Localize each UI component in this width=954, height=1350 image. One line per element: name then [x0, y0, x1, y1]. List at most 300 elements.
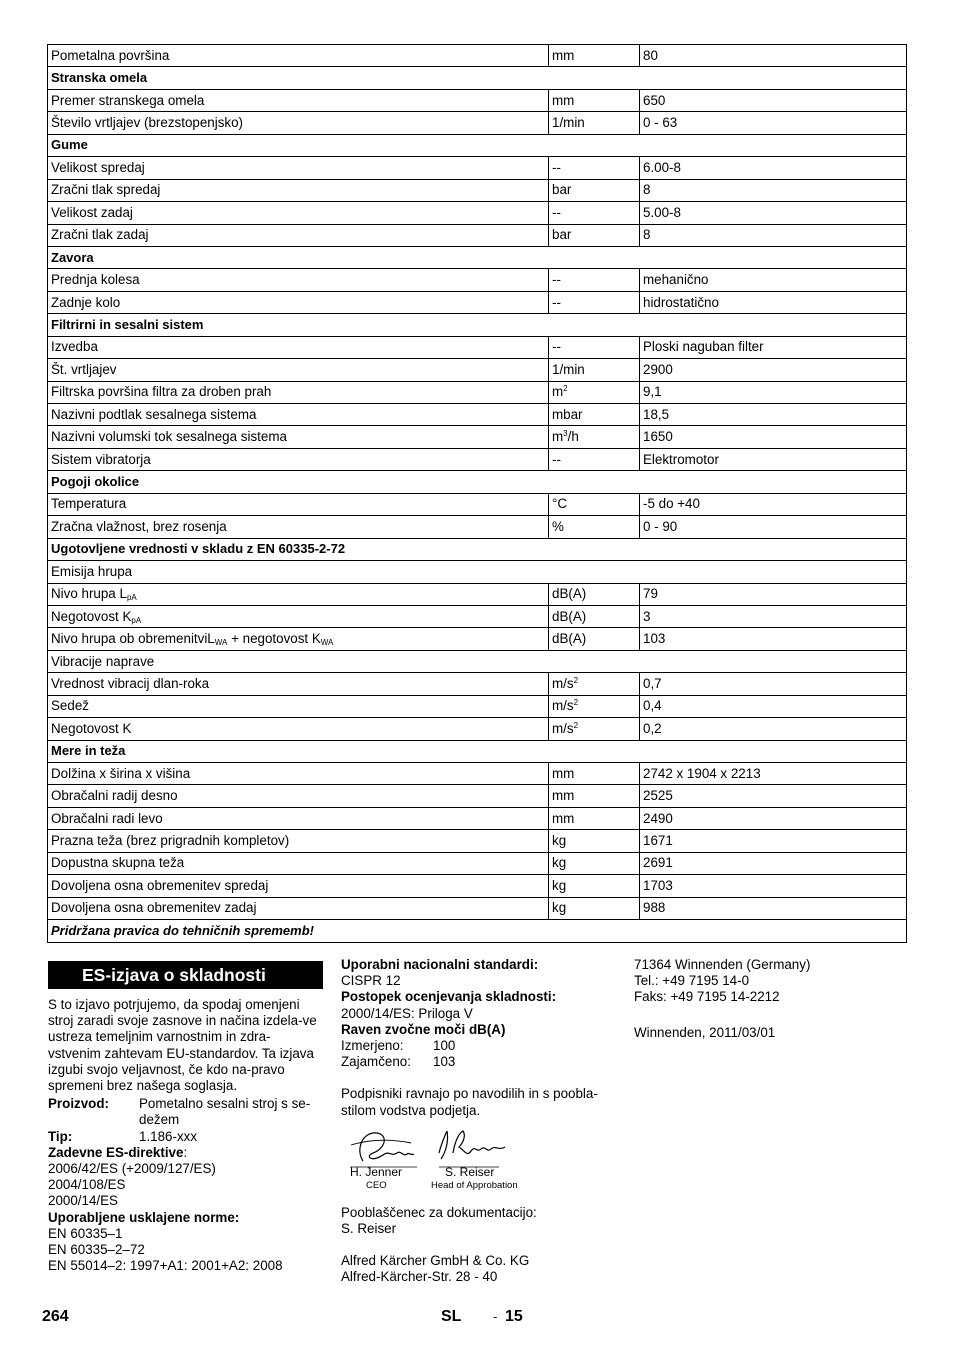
national-standards-value: CISPR 12 — [341, 973, 401, 989]
spec-label: Nazivni volumski tok sesalnega sistema — [51, 429, 287, 445]
spec-unit-cell — [549, 695, 640, 717]
spec-unit-cell — [549, 202, 640, 224]
spec-unit: 1/min — [552, 361, 585, 377]
spec-label-cell — [48, 605, 549, 627]
spec-label-tail: + negotovost K — [227, 631, 321, 647]
spec-unit-cell — [549, 718, 640, 740]
spec-label: Filtrska površina filtra za droben prah — [51, 384, 272, 400]
spec-row — [48, 202, 907, 224]
spec-unit-cell — [549, 179, 640, 201]
product-label: Proizvod: — [48, 1096, 110, 1112]
spec-note — [48, 920, 907, 942]
spec-value: 650 — [643, 92, 666, 108]
spec-section-label: Vibracije naprave — [51, 653, 155, 669]
guaranteed-value: 103 — [433, 1054, 456, 1070]
documentation-name: S. Reiser — [341, 1221, 397, 1237]
spec-value-cell — [640, 359, 907, 381]
spec-unit-cell — [549, 45, 640, 67]
spec-value-cell — [640, 448, 907, 470]
spec-row — [48, 807, 907, 829]
spec-unit-cell — [549, 673, 640, 695]
spec-unit: -- — [552, 339, 561, 355]
spec-unit: kg — [552, 833, 567, 849]
spec-value: 0,4 — [643, 698, 662, 714]
spec-subheader — [48, 561, 907, 583]
spec-value-cell — [640, 336, 907, 358]
signer2-name: S. Reiser — [445, 1164, 495, 1179]
spec-label-cell — [48, 359, 549, 381]
spec-unit: bar — [552, 227, 572, 243]
spec-unit-superscript: 2 — [573, 720, 579, 730]
spec-row — [48, 291, 907, 313]
spec-unit-cell — [549, 89, 640, 111]
declaration-column-3 — [634, 957, 914, 1041]
spec-label: Sedež — [51, 698, 89, 714]
company-tel: Tel.: +49 7195 14-0 — [634, 973, 750, 989]
spec-value: hidrostatično — [643, 294, 719, 310]
spec-unit-cell — [549, 583, 640, 605]
spec-unit-cell — [549, 381, 640, 403]
signer2-role: Head of Approbation — [431, 1179, 518, 1191]
spec-value: 6.00-8 — [643, 159, 681, 175]
spec-row — [48, 583, 907, 605]
procedure-value: 2000/14/ES: Priloga V — [341, 1005, 473, 1021]
spec-label: Dolžina x širina x višina — [51, 765, 191, 781]
spec-label-cell — [48, 336, 549, 358]
spec-unit-cell — [549, 605, 640, 627]
spec-label-cell — [48, 897, 549, 919]
spec-unit-cell — [549, 336, 640, 358]
spec-value: 18,5 — [643, 406, 670, 422]
national-standards-label: Uporabni nacionalni standardi: — [341, 957, 539, 972]
spec-value-cell — [640, 673, 907, 695]
spec-unit-cell — [549, 807, 640, 829]
spec-value: 0 - 63 — [643, 115, 678, 131]
spec-value: mehanično — [643, 272, 709, 288]
sound-power-label: Raven zvočne moči dB(A) — [341, 1021, 506, 1037]
spec-label: Zračni tlak spredaj — [51, 182, 161, 198]
spec-label: Negotovost K — [51, 608, 132, 624]
spec-value-cell — [640, 426, 907, 448]
declaration-intro: S to izjavo potrjujemo, da spodaj omenjeni stroj zaradi svoje zasnove in načina izdela-ve ustreza temeljnim varnostnim in zdra-vstvenim zahtevam EU-standardov. Ta izjava izgubi svojo veljavnost, če kdo na-pravo spremeni brez našega soglasja. — [48, 997, 317, 1094]
norms-label: Uporabljene usklajene norme: — [48, 1209, 240, 1225]
spec-unit: dB(A) — [552, 608, 587, 624]
spec-full-cell — [48, 538, 907, 560]
spec-unit: kg — [552, 877, 567, 893]
spec-section-label: Zavora — [51, 249, 94, 265]
type-label: Tip: — [48, 1128, 73, 1144]
spec-value: 0,2 — [643, 720, 662, 736]
spec-full-cell — [48, 471, 907, 493]
spec-value: 9,1 — [643, 384, 662, 400]
spec-label: Število vrtljajev (brezstopenjsko) — [51, 115, 244, 131]
spec-label: Nazivni podtlak sesalnega sistema — [51, 406, 257, 422]
spec-value: 80 — [643, 47, 658, 63]
spec-unit-superscript: 2 — [573, 675, 579, 685]
technical-data-table — [47, 44, 907, 943]
spec-unit: -- — [552, 159, 561, 175]
spec-full-cell — [48, 314, 907, 336]
spec-row — [48, 448, 907, 470]
spec-label-cell — [48, 718, 549, 740]
spec-value-cell — [640, 875, 907, 897]
declaration-column-1 — [48, 957, 323, 1274]
spec-value-cell — [640, 202, 907, 224]
spec-row — [48, 605, 907, 627]
spec-unit-cell — [549, 359, 640, 381]
spec-full-cell — [48, 67, 907, 89]
spec-value-cell — [640, 718, 907, 740]
spec-value-cell — [640, 807, 907, 829]
spec-label-subscript: pA — [131, 615, 142, 625]
spec-unit: m/s — [552, 698, 574, 714]
spec-row — [48, 45, 907, 67]
spec-unit-cell — [549, 628, 640, 650]
company-city: 71364 Winnenden (Germany) — [634, 957, 811, 972]
spec-label-cell — [48, 583, 549, 605]
spec-row — [48, 157, 907, 179]
language-code: SL — [441, 1308, 462, 1325]
spec-value: 8 — [643, 227, 651, 243]
place-date: Winnenden, 2011/03/01 — [634, 1024, 776, 1040]
spec-row — [48, 224, 907, 246]
spec-value-cell — [640, 112, 907, 134]
spec-value: 2525 — [643, 788, 673, 804]
spec-unit: mm — [552, 92, 575, 108]
spec-label: Št. vrtljajev — [51, 361, 117, 377]
spec-row — [48, 897, 907, 919]
spec-value-cell — [640, 628, 907, 650]
spec-label: Obračalni radij desno — [51, 788, 178, 804]
procedure-label: Postopek ocenjevanja skladnosti: — [341, 989, 557, 1005]
spec-full-cell — [48, 650, 907, 672]
product-value: Pometalno sesalni stroj s se-dežem — [139, 1096, 311, 1128]
spec-section-header — [48, 471, 907, 493]
spec-unit: m — [552, 384, 564, 400]
spec-label-cell — [48, 673, 549, 695]
spec-label-cell — [48, 875, 549, 897]
spec-value: 1671 — [643, 833, 673, 849]
spec-unit-cell — [549, 157, 640, 179]
spec-row — [48, 381, 907, 403]
spec-label: Premer stranskega omela — [51, 92, 205, 108]
spec-unit: -- — [552, 451, 561, 467]
spec-value-cell — [640, 852, 907, 874]
spec-unit: dB(A) — [552, 631, 587, 647]
norm-item: EN 55014–2: 1997+A1: 2001+A2: 2008 — [48, 1258, 283, 1274]
spec-unit: -- — [552, 204, 561, 220]
spec-value-cell — [640, 179, 907, 201]
spec-value: 1650 — [643, 429, 673, 445]
spec-label: Prazna teža (brez prigradnih kompletov) — [51, 833, 290, 849]
type-line — [48, 1129, 323, 1145]
spec-value-cell — [640, 897, 907, 919]
spec-unit: mm — [552, 788, 575, 804]
spec-unit-tail: /h — [567, 429, 579, 445]
spec-unit: m/s — [552, 720, 574, 736]
spec-label-subscript: WA — [320, 638, 334, 648]
spec-unit-cell — [549, 493, 640, 515]
section-page-number: 15 — [505, 1308, 523, 1325]
signers-note: Podpisniki ravnajo po navodilih in s poobla-stilom vodstva podjetja. — [341, 1086, 598, 1118]
spec-label-cell — [48, 45, 549, 67]
spec-unit-superscript: 2 — [573, 698, 579, 708]
spec-label-cell — [48, 224, 549, 246]
page-number: 264 — [42, 1308, 69, 1325]
spec-value: 988 — [643, 900, 666, 916]
product-line — [48, 1096, 323, 1128]
spec-unit-cell — [549, 897, 640, 919]
measured-line — [341, 1038, 621, 1054]
spec-value: 1703 — [643, 877, 673, 893]
spec-label: Dopustna skupna teža — [51, 855, 185, 871]
spec-full-cell — [48, 246, 907, 268]
spec-label-cell — [48, 807, 549, 829]
spec-full-cell — [48, 134, 907, 156]
page-separator: - — [493, 1309, 498, 1324]
spec-section-header — [48, 740, 907, 762]
spec-row — [48, 875, 907, 897]
guaranteed-line — [341, 1054, 621, 1070]
spec-unit-cell — [549, 852, 640, 874]
spec-section-label: Mere in teža — [51, 743, 126, 759]
type-value: 1.186-xxx — [139, 1128, 198, 1144]
spec-unit-cell — [549, 516, 640, 538]
spec-unit-superscript: 3 — [563, 429, 568, 439]
spec-label: Izvedba — [51, 339, 98, 355]
spec-label-cell — [48, 628, 549, 650]
spec-label: Zadnje kolo — [51, 294, 121, 310]
spec-label-cell — [48, 448, 549, 470]
spec-value-cell — [640, 516, 907, 538]
spec-unit: 1/min — [552, 115, 585, 131]
spec-unit: mm — [552, 47, 575, 63]
spec-value-cell — [640, 269, 907, 291]
spec-value-cell — [640, 493, 907, 515]
spec-row — [48, 852, 907, 874]
spec-section-label: Filtrirni in sesalni sistem — [51, 316, 204, 332]
spec-unit: dB(A) — [552, 586, 587, 602]
spec-row — [48, 112, 907, 134]
spec-label-cell — [48, 852, 549, 874]
spec-value-cell — [640, 89, 907, 111]
spec-value-cell — [640, 830, 907, 852]
spec-unit: mm — [552, 765, 575, 781]
spec-label-cell — [48, 404, 549, 426]
documentation-label: Pooblaščenec za dokumentacijo: — [341, 1204, 537, 1220]
spec-value: 2691 — [643, 855, 673, 871]
spec-value: 2490 — [643, 810, 673, 826]
spec-label: Sistem vibratorja — [51, 451, 151, 467]
spec-section-label: Stranska omela — [51, 70, 148, 86]
directive-item: 2006/42/ES (+2009/127/ES) — [48, 1161, 216, 1177]
spec-unit-superscript: 2 — [563, 384, 568, 394]
spec-value: 2742 x 1904 x 2213 — [643, 765, 761, 781]
spec-subheader — [48, 650, 907, 672]
spec-value-cell — [640, 785, 907, 807]
spec-section-label: Gume — [51, 137, 88, 153]
spec-unit-cell — [549, 830, 640, 852]
spec-value: Elektromotor — [643, 451, 719, 467]
spec-row — [48, 493, 907, 515]
spec-row — [48, 336, 907, 358]
spec-label-cell — [48, 179, 549, 201]
spec-row — [48, 673, 907, 695]
spec-label: Dovoljena osna obremenitev spredaj — [51, 877, 269, 893]
measured-label: Izmerjeno: — [341, 1038, 404, 1054]
spec-label-cell — [48, 763, 549, 785]
spec-section-header — [48, 538, 907, 560]
spec-unit: kg — [552, 900, 567, 916]
signer1-name: H. Jenner — [350, 1164, 403, 1179]
spec-unit: bar — [552, 182, 572, 198]
declaration-heading: ES-izjava o skladnosti — [48, 961, 323, 989]
spec-label: Obračalni radi levo — [51, 810, 163, 826]
spec-value: 3 — [643, 608, 651, 624]
spec-label: Negotovost K — [51, 720, 132, 736]
spec-value: Ploski naguban filter — [643, 339, 764, 355]
spec-label: Temperatura — [51, 496, 127, 512]
spec-unit: mm — [552, 810, 575, 826]
spec-label-subscript: pA — [126, 593, 137, 603]
spec-unit-cell — [549, 224, 640, 246]
spec-value-cell — [640, 224, 907, 246]
norm-item: EN 60335–2–72 — [48, 1242, 145, 1258]
spec-row — [48, 269, 907, 291]
spec-label: Zračna vlažnost, brez rosenja — [51, 518, 227, 534]
spec-section-header — [48, 246, 907, 268]
spec-unit: kg — [552, 855, 567, 871]
spec-value-cell — [640, 605, 907, 627]
spec-value-cell — [640, 381, 907, 403]
spec-label: Pometalna površina — [51, 47, 170, 63]
spec-value-cell — [640, 404, 907, 426]
spec-section-label: Ugotovljene vrednosti v skladu z EN 60335-2-72 — [51, 541, 346, 557]
company-fax: Faks: +49 7195 14-2212 — [634, 989, 780, 1005]
guaranteed-label: Zajamčeno: — [341, 1054, 411, 1070]
spec-value-cell — [640, 45, 907, 67]
spec-row — [48, 718, 907, 740]
spec-section-label: Pogoji okolice — [51, 474, 140, 490]
spec-row — [48, 695, 907, 717]
spec-label-cell — [48, 112, 549, 134]
spec-label-cell — [48, 269, 549, 291]
spec-value: 103 — [643, 631, 666, 647]
spec-label-cell — [48, 157, 549, 179]
spec-full-cell — [48, 561, 907, 583]
spec-row — [48, 359, 907, 381]
spec-unit: m/s — [552, 675, 574, 691]
spec-section-header — [48, 314, 907, 336]
company-street: Alfred-Kärcher-Str. 28 - 40 — [341, 1269, 498, 1285]
spec-row — [48, 628, 907, 650]
spec-label: Velikost spredaj — [51, 159, 145, 175]
spec-unit-cell — [549, 763, 640, 785]
spec-value-cell — [640, 157, 907, 179]
spec-label: Dovoljena osna obremenitev zadaj — [51, 900, 257, 916]
spec-label: Velikost zadaj — [51, 204, 133, 220]
spec-section-label: Pridržana pravica do tehničnih sprememb! — [51, 922, 314, 938]
spec-full-cell — [48, 920, 907, 942]
spec-label-cell — [48, 493, 549, 515]
spec-value: 0 - 90 — [643, 518, 678, 534]
directives-label: Zadevne ES-direktive: — [48, 1144, 188, 1160]
spec-value: 79 — [643, 586, 658, 602]
spec-label: Vrednost vibracij dlan-roka — [51, 675, 210, 691]
company-name: Alfred Kärcher GmbH & Co. KG — [341, 1253, 530, 1269]
spec-unit: -- — [552, 272, 561, 288]
spec-row — [48, 404, 907, 426]
spec-value: 8 — [643, 182, 651, 198]
spec-value: 2900 — [643, 361, 673, 377]
norm-item: EN 60335–1 — [48, 1225, 123, 1241]
spec-value-cell — [640, 583, 907, 605]
spec-unit-cell — [549, 291, 640, 313]
spec-label-subscript: WA — [214, 638, 228, 648]
spec-label: Zračni tlak zadaj — [51, 227, 149, 243]
spec-value-cell — [640, 291, 907, 313]
spec-label-cell — [48, 695, 549, 717]
spec-unit: mbar — [552, 406, 583, 422]
signer1-role: CEO — [366, 1179, 387, 1191]
declaration-column-2 — [341, 957, 621, 1286]
spec-value-cell — [640, 763, 907, 785]
spec-unit-cell — [549, 875, 640, 897]
spec-section-header — [48, 67, 907, 89]
spec-row — [48, 785, 907, 807]
spec-label: Nivo hrupa L — [51, 586, 127, 602]
spec-unit-cell — [549, 404, 640, 426]
spec-unit: °C — [552, 496, 568, 512]
spec-label-cell — [48, 830, 549, 852]
directive-item: 2000/14/ES — [48, 1193, 118, 1209]
spec-label-cell — [48, 89, 549, 111]
measured-value: 100 — [433, 1038, 456, 1054]
spec-row — [48, 830, 907, 852]
spec-unit-cell — [549, 448, 640, 470]
spec-row — [48, 89, 907, 111]
spec-value-cell — [640, 695, 907, 717]
spec-unit-cell — [549, 426, 640, 448]
spec-value: -5 do +40 — [643, 496, 700, 512]
spec-label-cell — [48, 516, 549, 538]
spec-value: 0,7 — [643, 675, 662, 691]
directive-item: 2004/108/ES — [48, 1177, 126, 1193]
spec-unit-cell — [549, 785, 640, 807]
spec-row — [48, 763, 907, 785]
spec-row — [48, 426, 907, 448]
spec-row — [48, 516, 907, 538]
spec-label-cell — [48, 291, 549, 313]
spec-unit-cell — [549, 269, 640, 291]
spec-unit-cell — [549, 112, 640, 134]
spec-full-cell — [48, 740, 907, 762]
spec-section-header — [48, 134, 907, 156]
spec-value: 5.00-8 — [643, 204, 681, 220]
spec-section-label: Emisija hrupa — [51, 563, 133, 579]
spec-label-cell — [48, 202, 549, 224]
spec-unit: -- — [552, 294, 561, 310]
spec-label-cell — [48, 426, 549, 448]
spec-label-cell — [48, 381, 549, 403]
spec-label: Prednja kolesa — [51, 272, 140, 288]
spec-unit: % — [552, 518, 564, 534]
signature-block — [341, 1123, 621, 1189]
spec-label: Nivo hrupa ob obremenitviL — [51, 631, 215, 647]
spec-unit: m — [552, 429, 564, 445]
spec-label-cell — [48, 785, 549, 807]
spec-row — [48, 179, 907, 201]
